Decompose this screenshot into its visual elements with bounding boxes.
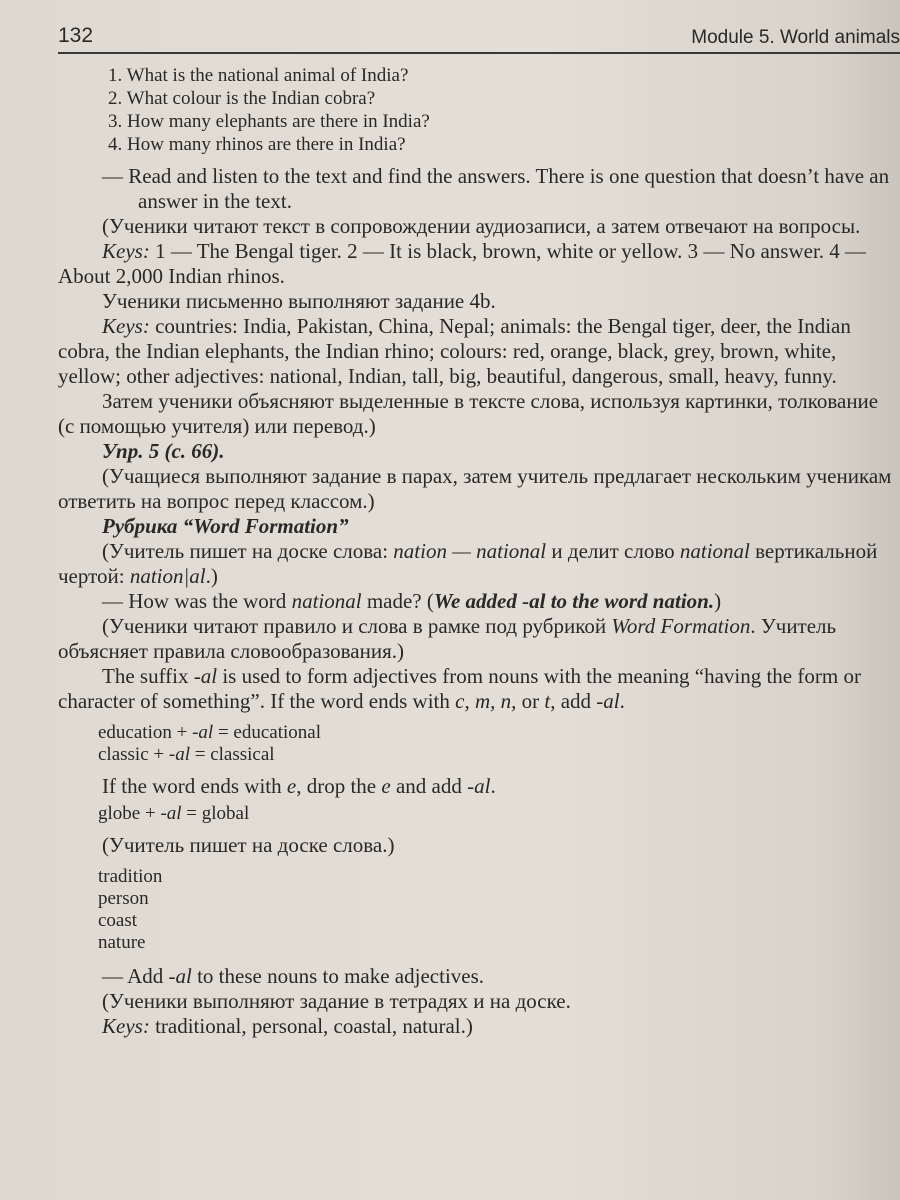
- keys-text: traditional, personal, coastal, natural.): [155, 1014, 473, 1038]
- text-italic: -al: [467, 774, 491, 798]
- word-item: nature: [98, 932, 146, 953]
- word-formation-intro: [58, 539, 896, 589]
- text: , drop the: [296, 774, 382, 798]
- text: globe +: [98, 803, 161, 824]
- page-content: [58, 64, 896, 1039]
- instruction-add-al: [58, 964, 896, 989]
- text: (Ученики читают правило и слова в рамке под рубрикой: [102, 614, 612, 638]
- word-list: [58, 866, 896, 954]
- text: or: [516, 689, 545, 713]
- module-title: Module 5. World animals: [691, 27, 900, 48]
- text-italic: c, m, n,: [455, 689, 517, 713]
- text: (Учитель пишет на доске слова:: [102, 539, 394, 563]
- text: и делит слово: [546, 539, 680, 563]
- running-head: [58, 24, 900, 54]
- answer-bold-italic: We added -al to the word nation.: [433, 589, 715, 613]
- keys-text: 1 — The Bengal tiger. 2 — It is black, brown, white or yellow. 3 — No answer. 4 — About 2,000 Indian rhinos.: [58, 239, 867, 288]
- text: =: [213, 722, 234, 743]
- text-italic: Word Formation: [611, 614, 751, 638]
- text-italic: -al: [168, 744, 190, 765]
- text: ): [714, 589, 722, 613]
- question-item: 3. How many elephants are there in India?: [108, 111, 430, 132]
- example-item: [98, 803, 896, 825]
- text: is used to form adjectives from nouns with the meaning “having the form or character of something”. If the word ends with: [58, 664, 861, 713]
- instruction-read-listen: — Read and listen to the text and find the answers. There is one question that doesn’t have an answer in the text.: [102, 164, 890, 213]
- text: .: [490, 774, 496, 798]
- text: education +: [98, 722, 193, 743]
- example-item: [98, 744, 896, 766]
- text-italic: t: [544, 689, 551, 713]
- keys-answers: [58, 239, 896, 289]
- text-italic: -al: [168, 964, 192, 988]
- keys-label: Keys:: [102, 314, 150, 338]
- keys-label: Keys:: [102, 1014, 150, 1038]
- text: .: [619, 689, 625, 713]
- text: and add: [390, 774, 468, 798]
- text-italic: e: [381, 774, 391, 798]
- text: вертикальной чертой:: [58, 539, 878, 588]
- note-read-rule: [58, 614, 896, 664]
- rule-suffix-al: [58, 664, 896, 714]
- text-italic: national: [679, 539, 750, 563]
- text: .): [205, 564, 218, 588]
- word-item: person: [98, 888, 149, 909]
- keys-text: countries: India, Pakistan, China, Nepal; animals: the Bengal tiger, deer, the Indian cobra, the Indian elephants, the Indian rhino; colours: red, orange, black, grey, brown, white, yellow; other adjectives: national, Indian, tall, big, beautiful, dangerous, small, heavy, funny.: [58, 314, 851, 388]
- text: to these nouns to make adjectives.: [191, 964, 485, 988]
- text: global: [201, 803, 250, 824]
- example-item: [98, 722, 896, 744]
- word-item: tradition: [98, 866, 163, 887]
- keys-4b: [58, 314, 896, 389]
- note-task-4b: Ученики письменно выполняют задание 4b.: [102, 289, 496, 313]
- exercise-reference: Упр. 5 (с. 66).: [102, 439, 225, 463]
- question-item: 4. How many rhinos are there in India?: [108, 134, 406, 155]
- keys-final: [58, 1014, 896, 1039]
- text: If the word ends with: [102, 774, 287, 798]
- text-italic: e: [286, 774, 297, 798]
- text: — Add: [102, 964, 169, 988]
- text-italic: national: [291, 589, 362, 613]
- page-number: 132: [58, 24, 94, 47]
- question-item: 2. What colour is the Indian cobra?: [108, 88, 376, 109]
- text: — How was the word: [102, 589, 292, 613]
- text: , add: [550, 689, 597, 713]
- text: . Учитель объясняет правила словообразования.): [58, 614, 837, 663]
- note-teacher-writes: (Учитель пишет на доске слова.): [102, 833, 395, 857]
- text-italic: nation|al: [129, 564, 206, 588]
- text: made? (: [361, 589, 434, 613]
- note-notebooks: (Ученики выполняют задание в тетрадях и на доске.: [102, 989, 571, 1013]
- text: classic +: [98, 744, 169, 765]
- note-pair-work: (Учащиеся выполняют задание в парах, затем учитель предлагает нескольким ученикам ответить на вопрос перед классом.): [58, 464, 892, 513]
- text-italic: -al: [160, 803, 182, 824]
- text-italic: -al: [596, 689, 620, 713]
- rubric-title: Рубрика “Word Formation”: [102, 514, 349, 538]
- example-list: [58, 722, 896, 766]
- rule-drop-e: [58, 774, 896, 799]
- question-item: 1. What is the national animal of India?: [108, 65, 409, 86]
- note-audio: (Ученики читают текст в сопровождении аудиозаписи, а затем отвечают на вопросы.: [102, 214, 861, 238]
- text: =: [181, 803, 202, 824]
- text: =: [189, 744, 211, 765]
- question-how-made: [58, 589, 896, 614]
- text: educational: [233, 722, 321, 743]
- text: The suffix: [102, 664, 194, 688]
- text-italic: nation — national: [393, 539, 547, 563]
- question-list: [58, 64, 896, 156]
- word-item: coast: [98, 910, 138, 931]
- text: classical: [210, 744, 275, 765]
- note-explain-words: Затем ученики объясняют выделенные в тексте слова, используя картинки, толкование (с помощью учителя) или перевод.): [58, 389, 879, 438]
- text-italic: -al: [192, 722, 214, 743]
- keys-label: Keys:: [102, 239, 150, 263]
- text-italic: -al: [193, 664, 218, 688]
